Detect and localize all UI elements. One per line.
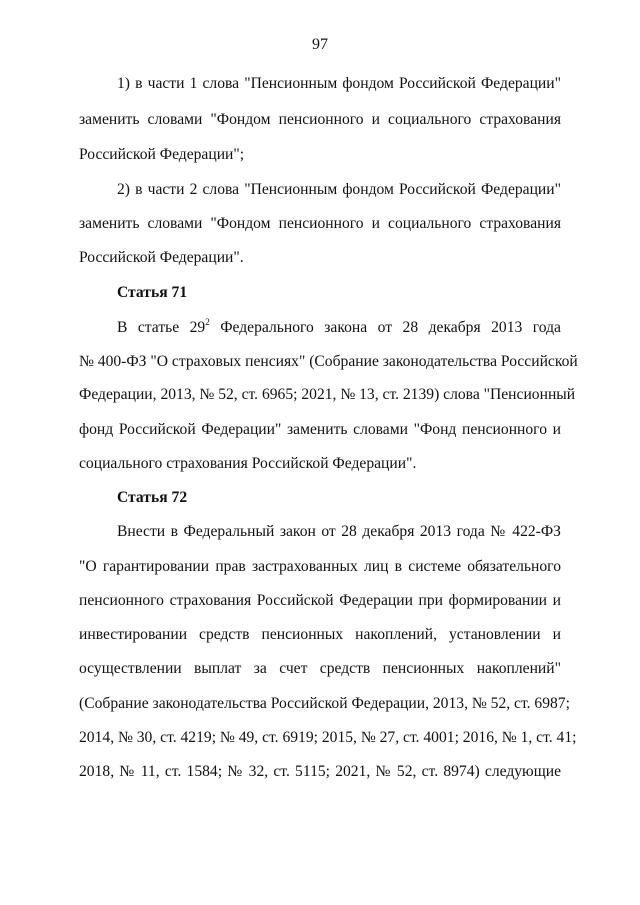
article71-heading: Статья 71	[117, 284, 188, 301]
item1-line3: Российской Федерации";	[79, 146, 245, 163]
item2-line3: Российской Федерации".	[79, 249, 244, 266]
item2-line2: заменить словами "Фондом пенсионного и социального страхования	[79, 215, 561, 232]
article71-line1-post: Федерального закона от 28 декабря 2013 года	[209, 319, 561, 336]
article71-line5: социального страхования Российской Федерации".	[79, 455, 417, 472]
article72-heading: Статья 72	[117, 489, 188, 506]
page-number: 97	[312, 36, 328, 53]
article71-line3: Федерации, 2013, № 52, ст. 6965; 2021, № 13, ст. 2139) слова "Пенсионный	[79, 386, 576, 403]
article71-line1-sup: 2	[205, 317, 210, 327]
article72-line7: 2014, № 30, ст. 4219; № 49, ст. 6919; 2015, № 27, ст. 4001; 2016, № 1, ст. 41;	[79, 729, 577, 746]
article72-line3: пенсионного страхования Российской Федерации при формировании и	[79, 592, 561, 609]
article71-line1-pre: В статье 29	[117, 319, 206, 336]
article71-line1	[117, 318, 561, 338]
article72-line5: осуществлении выплат за счет средств пенсионных накоплений"	[79, 660, 561, 677]
article71-line4: фонд Российской Федерации" заменить словами "Фонд пенсионного и	[79, 421, 561, 438]
item1-line1: 1) в части 1 слова "Пенсионным фондом Российской Федерации"	[117, 75, 561, 92]
item2-line1: 2) в части 2 слова "Пенсионным фондом Российской Федерации"	[117, 181, 561, 198]
article72-line8: 2018, № 11, ст. 1584; № 32, ст. 5115; 2021, № 52, ст. 8974) следующие	[79, 763, 561, 780]
article72-line4: инвестировании средств пенсионных накоплений, установлении и	[79, 626, 561, 643]
item1-line2: заменить словами "Фондом пенсионного и социального страхования	[79, 111, 561, 128]
article72-line6: (Собрание законодательства Российской Федерации, 2013, № 52, ст. 6987;	[79, 695, 570, 712]
article71-line2: № 400-ФЗ "О страховых пенсиях" (Собрание законодательства Российской	[79, 353, 578, 370]
article72-line2: "О гарантировании прав застрахованных лиц в системе обязательного	[79, 558, 561, 575]
article72-line1: Внести в Федеральный закон от 28 декабря 2013 года № 422-ФЗ	[117, 523, 561, 540]
